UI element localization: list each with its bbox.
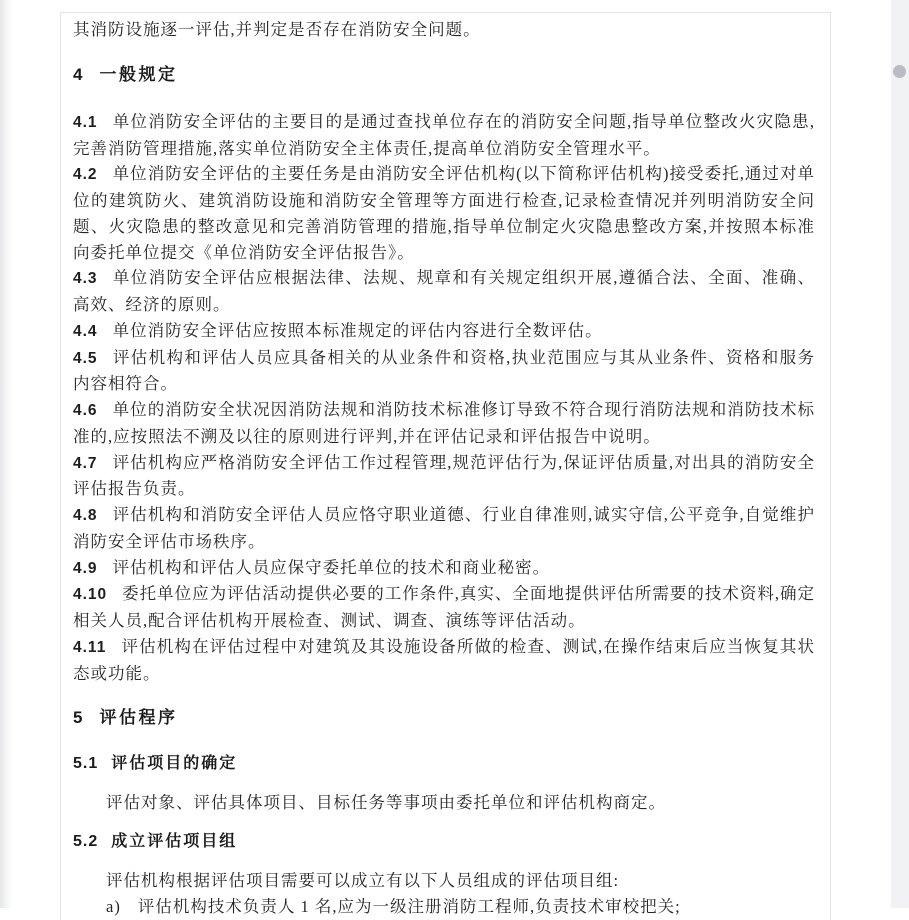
section-heading-5.2 [73,830,815,853]
clause-number: 4.8 [73,507,98,524]
section-title: 成立评估项目组 [111,833,238,850]
clause-text: 评估机构和消防安全评估人员应恪守职业道德、行业自律准则,诚实守信,公平竞争,自觉维护消防安全评估市场秩序。 [73,505,815,551]
section-number: 5 [73,708,83,728]
section-number: 5.2 [73,833,99,850]
list-item-text: 评估机构技术负责人 1 名,应为一级注册消防工程师,负责技术审校把关; [137,896,681,916]
clause-text: 评估机构在评估过程中对建筑及其设施设备所做的检查、测试,在操作结束后应当恢复其状态或功能。 [73,636,815,683]
section-title: 评估项目的确定 [111,755,238,773]
section-heading-4 [73,63,815,87]
list-item [73,894,815,920]
clause-4.7 [73,450,815,503]
clause-number: 4.3 [73,270,98,288]
clause-4.9 [73,555,815,582]
clause-number: 4.4 [73,322,98,340]
document-sections [73,63,815,920]
document-page [60,12,831,920]
clause-text: 单位消防安全评估的主要任务是由消防安全评估机构(以下简称评估机构)接受委托,通过对单位的建筑防火、建筑消防设施和消防安全管理等方面进行检查,记录检查情况并列明消防安全问题、火灾隐患的整改意见和完善消防管理的措施,指导单位制定火灾隐患整改方案,并按照本标准向委托单位提交《单位消防安全评估报告》。 [73,164,815,262]
clause-text: 评估机构应严格消防安全评估工作过程管理,规范评估行为,保证评估质量,对出具的消防安全评估报告负责。 [73,452,815,499]
scrollbar-track[interactable] [891,0,909,908]
clause-4.6 [73,397,815,450]
clause-text: 单位消防安全评估应按照本标准规定的评估内容进行全数评估。 [112,320,603,340]
continuation-paragraph: 其消防设施逐一评估,并判定是否存在消防安全问题。 [73,20,481,39]
clause-text: 单位消防安全评估应根据法律、法规、规章和有关规定组织开展,遵循合法、全面、准确、高效、经济的原则。 [73,268,815,314]
clause-4.3 [73,265,815,318]
clause-4.10 [73,581,815,634]
clause-text: 单位消防安全评估的主要目的是通过查找单位存在的消防安全问题,指导单位整改火灾隐患,完善消防管理措施,落实单位消防安全主体责任,提高单位消防安全管理水平。 [73,111,815,158]
clause-4.2 [73,161,815,265]
section-number: 4 [73,64,83,84]
clause-number: 4.2 [73,166,98,184]
clause-4.8 [73,502,815,555]
section-title: 评估程序 [99,708,178,728]
clause-number: 4.6 [73,402,98,419]
clause-text: 评估机构和评估人员应保守委托单位的技术和商业秘密。 [112,557,551,577]
section-heading-5 [73,706,815,730]
body-paragraph: 评估对象、评估具体项目、目标任务等事项由委托单位和评估机构商定。 [106,793,666,813]
clause-number: 4.11 [73,638,107,656]
clause-4.11 [73,634,815,687]
clause-4.4 [73,318,815,345]
list-item-marker: a) [106,896,121,916]
section-title: 一般规定 [99,64,178,84]
left-panel-shadow [0,0,13,908]
section-heading-5.1 [73,752,815,775]
clause-text: 评估机构和评估人员应具备相关的从业条件和资格,执业范围应与其从业条件、资格和服务内容相符合。 [73,347,815,394]
clause-4.1 [73,109,815,162]
clause-number: 4.7 [73,454,98,472]
clause-number: 4.1 [73,113,98,131]
body-paragraph: 评估机构根据评估项目需要可以成立有以下人员组成的评估项目组: [106,871,620,890]
clause-text: 委托单位应为评估活动提供必要的工作条件,真实、全面地提供评估所需要的技术资料,确定相关人员,配合评估机构开展检查、测试、调查、演练等评估活动。 [73,584,815,630]
clause-4.5 [73,345,815,398]
clause-number: 4.5 [73,349,98,367]
clause-number: 4.10 [73,586,108,604]
clause-text: 单位的消防安全状况因消防法规和消防技术标准修订导致不符合现行消防法规和消防技术标准的,应按照法不溯及以往的原则进行评判,并在评估记录和评估报告中说明。 [73,400,815,446]
clause-number: 4.9 [73,559,98,577]
section-number: 5.1 [73,755,99,773]
scrollbar-thumb[interactable] [893,65,906,78]
